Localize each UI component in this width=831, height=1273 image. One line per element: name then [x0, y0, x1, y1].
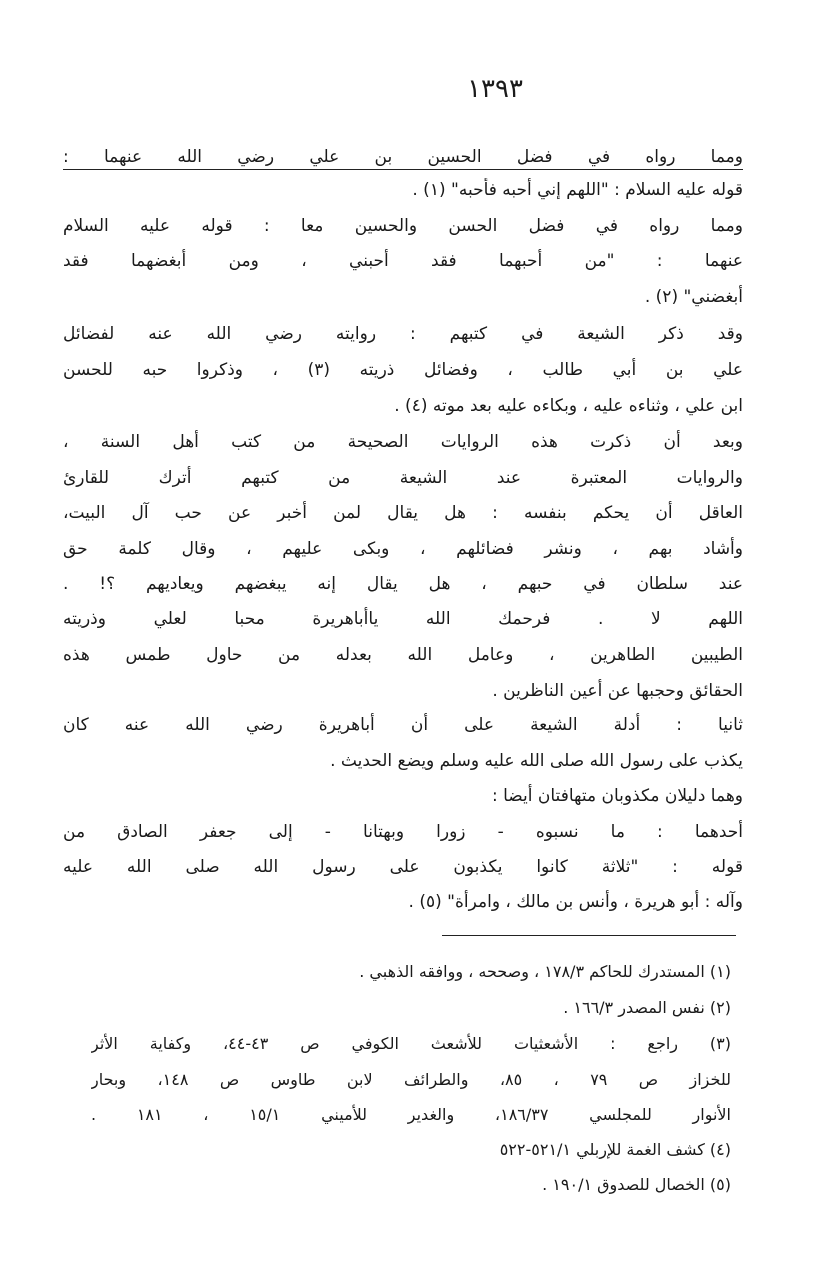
- footnote-3: (٣) راجع : الأشعثيات للأشعث الكوفي ص ٤٣-٤٤، وكفاية الأثر: [91, 1034, 731, 1053]
- body-line: الطيبين الطاهرين ، وعامل الله بعدله من حاول طمس هذه: [63, 645, 743, 665]
- body-line: وهما دليلان مكذوبان متهافتان أيضا :: [491, 786, 743, 806]
- body-line: العاقل أن يحكم بنفسه : هل يقال لمن أخبر عن حب آل البيت،: [63, 503, 743, 523]
- body-line: وبعد أن ذكرت هذه الروايات الصحيحة من كتب أهل السنة ،: [63, 432, 743, 452]
- footnote-3-cont: للخزاز ص ٧٩ ، ٨٥، والطرائف لابن طاوس ص ١٤٨، وبحار: [91, 1070, 731, 1089]
- body-line: وأشاد بهم ، ونشر فضائلهم ، وبكى عليهم ، وقال كلمة حق: [63, 539, 743, 559]
- footnote-3-cont: الأنوار للمجلسي ١٨٦/٣٧، والغدير للأميني ١٥/١ ، ١٨١ .: [91, 1105, 731, 1124]
- footnote-4: (٤) كشف الغمة للإربلي ٥٢١/١-٥٢٢: [499, 1140, 731, 1159]
- body-line: أحدهما : ما نسبوه - زورا وبهتانا - إلى جعفر الصادق من: [63, 822, 743, 842]
- footnote-separator: [442, 935, 736, 936]
- body-line: أبغضني" (٢) .: [644, 287, 743, 307]
- body-line: عند سلطان في حبهم ، هل يقال إنه يبغضهم ويعاديهم ؟! .: [63, 574, 743, 594]
- footnote-1: (١) المستدرك للحاكم ١٧٨/٣ ، وصححه ، ووافقه الذهبي .: [359, 962, 731, 981]
- body-line: قوله : "ثلاثة كانوا يكذبون على رسول الله صلى الله عليه: [63, 857, 743, 877]
- body-line-heading-husayn: ومما رواه في فضل الحسين بن علي رضي الله عنهما :: [63, 145, 743, 170]
- body-line: اللهم لا . فرحمك الله ياأباهريرة محبا لعلي وذريته: [63, 609, 743, 629]
- body-line: قوله عليه السلام : "اللهم إني أحبه فأحبه" (١) .: [412, 180, 743, 200]
- body-line: وآله : أبو هريرة ، وأنس بن مالك ، وامرأة" (٥) .: [408, 892, 743, 912]
- body-line: الحقائق وحجبها عن أعين الناظرين .: [492, 681, 743, 701]
- body-line: علي بن أبي طالب ، وفضائل ذريته (٣) ، وذكروا حبه للحسن: [63, 360, 743, 380]
- page-number: ١٣٩٣: [467, 74, 523, 104]
- footnote-5: (٥) الخصال للصدوق ١٩٠/١ .: [542, 1175, 731, 1194]
- body-line: عنهما : "من أحبهما فقد أحبني ، ومن أبغضهما فقد: [63, 251, 743, 271]
- body-line: يكذب على رسول الله صلى الله عليه وسلم ويضع الحديث .: [330, 751, 743, 771]
- body-line-heading-second: ثانيا : أدلة الشيعة على أن أباهريرة رضي الله عنه كان: [63, 715, 743, 735]
- body-line: ابن علي ، وثناءه عليه ، وبكاءه عليه بعد موته (٤) .: [394, 396, 743, 416]
- footnote-2: (٢) نفس المصدر ١٦٦/٣ .: [563, 998, 731, 1017]
- body-line: وقد ذكر الشيعة في كتبهم : روايته رضي الله عنه لفضائل: [63, 324, 743, 344]
- body-line-heading-hasan-husayn: ومما رواه في فضل الحسن والحسين معا : قوله عليه السلام: [63, 216, 743, 236]
- body-line: والروايات المعتبرة عند الشيعة من كتبهم أترك للقارئ: [63, 468, 743, 488]
